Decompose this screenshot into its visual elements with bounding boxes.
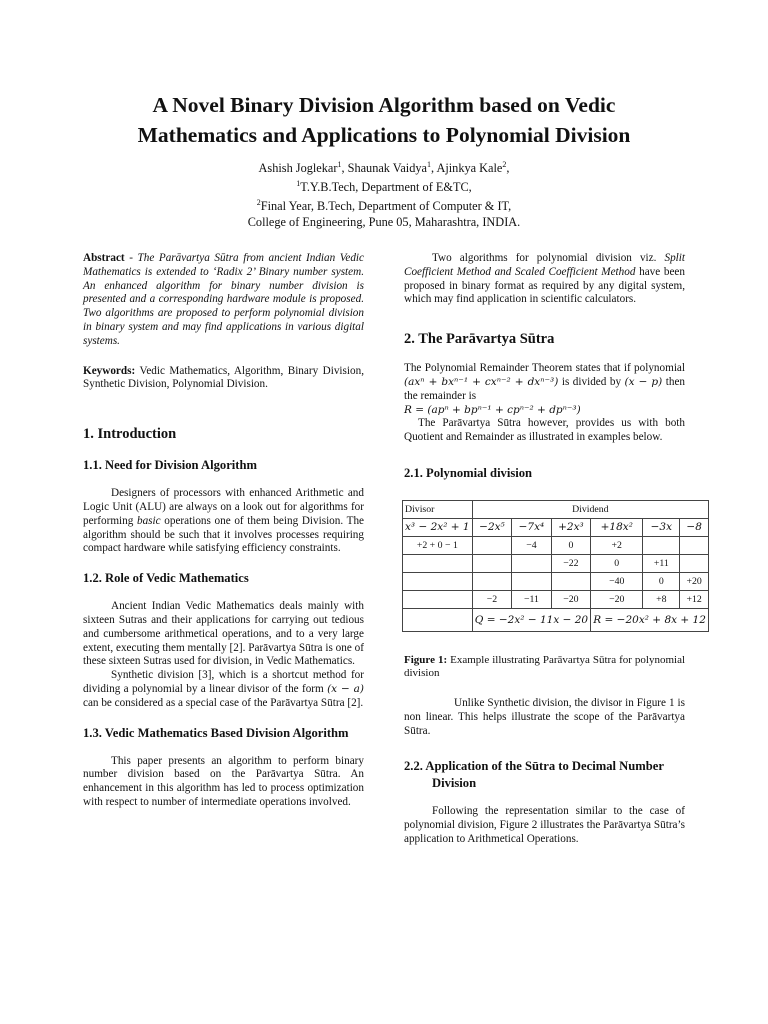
figure-1-caption (404, 654, 685, 681)
table-row (403, 572, 709, 590)
table-cell: −20 (591, 590, 643, 608)
paper-title (40, 90, 728, 150)
s11-text-a: Designers of processors with enhanced Arithmetic and Logic Unit (ALU) are always on a look out for algorithms for performing (83, 487, 364, 527)
author-2-sup: 1 (426, 160, 431, 169)
section-1-2-paragraph-2 (83, 669, 364, 710)
table-cell (512, 554, 551, 572)
affiliation-2 (40, 195, 728, 214)
section-2-paragraph-2: The Parāvartya Sūtra however, provides us with both Quotient and Remainder as illustrated in examples below. (404, 417, 685, 444)
table-row (403, 518, 709, 536)
table-cell (472, 572, 511, 590)
table-cell: −40 (591, 572, 643, 590)
intro-text-b: have been proposed in binary format as required by any digital system, which may find application in scientific calculators. (404, 265, 685, 306)
left-column (83, 252, 364, 810)
polynomial-division-table (402, 500, 709, 632)
right-intro-paragraph (404, 252, 685, 307)
table-cell (512, 572, 551, 590)
table-cell: 0 (551, 536, 591, 554)
section-2-2-heading: 2.2. Application of the Sūtra to Decimal Number Division (404, 759, 664, 791)
author-1-sup: 1 (337, 160, 342, 169)
table-cell: 0 (643, 572, 680, 590)
table-header-row (403, 500, 709, 518)
table-cell: −11 (512, 590, 551, 608)
section-2-paragraph-1 (404, 362, 685, 403)
section-2-heading: 2. The Parāvartya Sūtra (404, 331, 555, 348)
s12-p2-math: (x − a) (327, 682, 364, 695)
section-1-heading: 1. Introduction (83, 426, 177, 443)
right-column (404, 252, 706, 847)
table-cell: 0 (591, 554, 643, 572)
table-cell: −8 (680, 518, 709, 536)
figure-1-caption-text: Example illustrating Parāvartya Sūtra for polynomial division (404, 653, 686, 680)
s12-p2-text-b: can be considered as a special case of the Parāvartya Sūtra [2]. (83, 696, 364, 709)
table-cell: −2 (472, 590, 511, 608)
author-3: Ajinkya Kale (436, 161, 503, 176)
table-cell (680, 536, 709, 554)
intro-text-italic: Split Coefficient Method and Scaled Coefficient Method (404, 252, 685, 278)
s2-math-remainder: R = (apⁿ + bpⁿ⁻¹ + cpⁿ⁻² + dpⁿ⁻³) (404, 403, 581, 416)
affiliation-2-sup: 2 (256, 198, 261, 208)
table-result-row (403, 608, 709, 631)
section-1-3-paragraph: This paper presents an algorithm to perform binary number division based on the Parāvartya Sūtra. An enhancement in this algorithm has led to process optimization with respect to number of intermediate operations involved. (83, 754, 364, 808)
affiliation-1 (40, 176, 728, 195)
table-cell: +2x³ (551, 518, 591, 536)
title-line-2: Mathematics and Applications to Polynomial Division (137, 123, 631, 147)
table-cell: −20 (551, 590, 591, 608)
section-1-2-paragraph-1: Ancient Indian Vedic Mathematics deals mainly with sixteen Sutras and their applications for carrying out tedious and cumbersome arithmetical operations, and to a very large extent, executing them mentally [2]. Parāvartya Sūtra is one of these sixteen Sutras used for division, in Vedic Mathematics. (83, 600, 364, 668)
section-1-3-heading: 1.3. Vedic Mathematics Based Division Algorithm (83, 725, 349, 740)
section-1-2-heading: 1.2. Role of Vedic Mathematics (83, 571, 249, 586)
author-3-sup: 2 (502, 160, 507, 169)
affiliation-1-text: T.Y.B.Tech, Department of E&TC, (300, 180, 472, 195)
affiliation-3: College of Engineering, Pune 05, Maharashtra, INDIA. (247, 215, 521, 230)
intro-text-a: Two algorithms for polynomial division viz. (432, 252, 657, 264)
s11-text-b: operations one of them being Division. The algorithm should be such that it involves processes requiring compact hardware while satisfying efficiency constraints. (83, 514, 365, 555)
abstract-text: The Parāvartya Sūtra from ancient Indian Vedic Mathematics is extended to ‘Radix 2’ Binary number system. An enhanced algorithm for binary number division is presented and a corresponding hardware module is proposed. Two algorithms are proposed to perform polynomial division in binary system and may find applications in various digital systems. (83, 252, 364, 347)
section-1-1-heading: 1.1. Need for Division Algorithm (83, 458, 257, 473)
table-cell: +12 (680, 590, 709, 608)
table-cell: −22 (551, 554, 591, 572)
section-2-1-heading: 2.1. Polynomial division (404, 465, 533, 480)
after-figure-paragraph: Unlike Synthetic division, the divisor in Figure 1 is non linear. This helps illustrate the scope of the Parāvartya Sūtra. (404, 696, 685, 737)
s11-text-italic: basic (136, 514, 161, 527)
table-cell (643, 536, 680, 554)
divisor-polynomial: x³ − 2x² + 1 (403, 518, 473, 536)
quotient-result: Q = −2x² − 11x − 20 (472, 608, 590, 631)
table-cell (403, 608, 473, 631)
table-cell (472, 536, 511, 554)
table-cell: −4 (512, 536, 551, 554)
section-1-1-paragraph (83, 487, 364, 556)
author-2: Shaunak Vaidya (347, 161, 427, 176)
s2-math-poly: (axⁿ + bxⁿ⁻¹ + cxⁿ⁻² + dxⁿ⁻³) (404, 375, 559, 388)
divisor-coefficients: +2 + 0 − 1 (403, 536, 473, 554)
table-cell (680, 554, 709, 572)
s2-text-c: then the remainder is (404, 375, 686, 402)
header-dividend: Dividend (472, 500, 708, 518)
section-2-2-paragraph: Following the representation similar to the case of polynomial division, Figure 2 illustrates the Parāvartya Sūtra’s application to Arithmetical Operations. (404, 805, 685, 845)
table-cell: −7x⁴ (512, 518, 551, 536)
remainder-formula (404, 404, 685, 418)
figure-1-label: Figure 1: (404, 653, 448, 666)
author-names: Ashish Joglekar$^1$, Shaunak Vaidya$^1$, Ajinkya Kale$^2$, (258, 160, 510, 176)
table-cell: −2x⁵ (472, 518, 511, 536)
abstract: Abstract - The Parāvartya Sūtra from ancient Indian Vedic Mathematics is extended to ‘Radix 2’ Binary number system. An enhanced algorithm for binary number division is presented and a corresponding hardware module is proposed. Two algorithms are proposed to perform polynomial division in binary system and may find applications in various digital systems. (83, 252, 364, 347)
remainder-result: R = −20x² + 8x + 12 (591, 608, 709, 631)
keywords (83, 365, 364, 393)
keywords-text: Vedic Mathematics, Algorithm, Binary Division, Synthetic Division, Polynomial Division. (83, 364, 364, 391)
table-cell: +20 (680, 572, 709, 590)
table-cell (472, 554, 511, 572)
table-cell: +2 (591, 536, 643, 554)
table-cell: +11 (643, 554, 680, 572)
table-cell (403, 572, 473, 590)
keywords-label: Keywords: (83, 364, 136, 377)
table-row (403, 590, 709, 608)
table-cell (403, 590, 473, 608)
s2-text-b: is divided by (561, 375, 622, 388)
table-cell: −3x (643, 518, 680, 536)
abstract-label: Abstract (83, 252, 125, 264)
table-cell: +8 (643, 590, 680, 608)
table-cell (551, 572, 591, 590)
author-1: Ashish Joglekar (258, 161, 338, 176)
table-row (403, 554, 709, 572)
s12-p2-text-a: Synthetic division [3], which is a shortcut method for dividing a polynomial by a linear divisor of the form (83, 669, 364, 695)
s2-math-divisor: (x − p) (624, 375, 663, 388)
title-line-1: A Novel Binary Division Algorithm based on Vedic (152, 93, 616, 117)
author-block (40, 157, 728, 230)
table-cell: +18x² (591, 518, 643, 536)
affiliation-1-sup: 1 (296, 179, 301, 189)
table-row (403, 536, 709, 554)
table-cell (403, 554, 473, 572)
affiliation-2-text: Final Year, B.Tech, Department of Computer & IT, (260, 199, 512, 214)
s2-text-a: The Polynomial Remainder Theorem states that if polynomial (404, 362, 685, 375)
header-divisor: Divisor (403, 500, 473, 518)
